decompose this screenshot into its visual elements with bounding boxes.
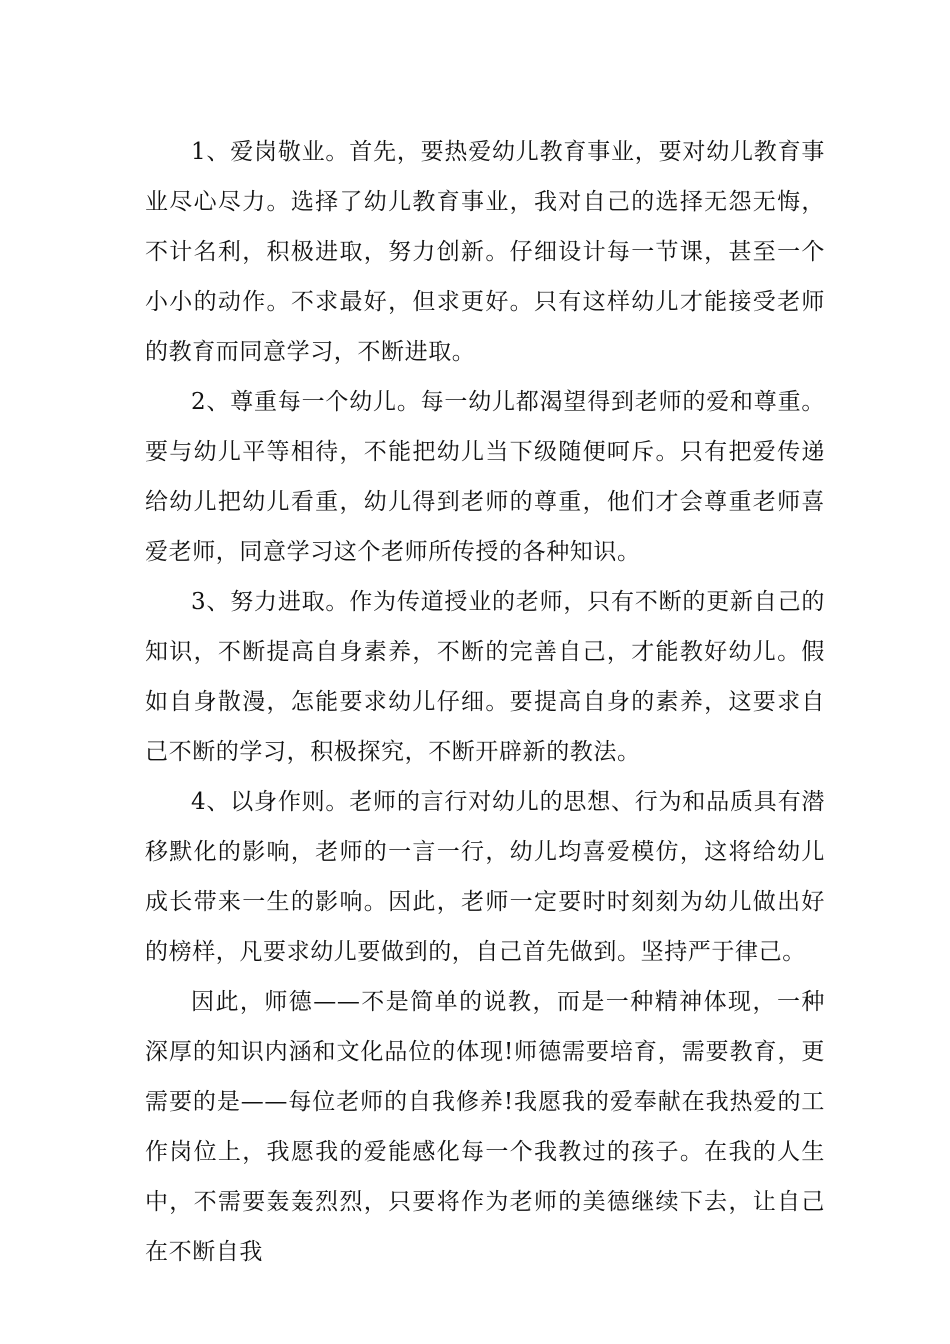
paragraph-conclusion: 因此，师德——不是简单的说教，而是一种精神体现，一种深厚的知识内涵和文化品位的体现!师德需要培育，需要教育，更需要的是——每位老师的自我修养!我愿我的爱奉献在我热爱的工作岗位上，我愿我的爱能感化每一个我教过的孩子。在我的人生中，不需要轰轰烈烈，只要将作为老师的美德继续下去，让自己在不断自我 — [145, 989, 825, 1265]
paragraph-respect-children: 2、尊重每一个幼儿。每一幼儿都渴望得到老师的爱和尊重。要与幼儿平等相待，不能把幼儿当下级随便呵斥。只有把爱传递给幼儿把幼儿看重，幼儿得到老师的尊重，他们才会尊重老师喜爱老师，同意学习这个老师所传授的各种知识。 — [145, 389, 825, 565]
paragraph-love-job: 1、爱岗敬业。首先，要热爱幼儿教育事业，要对幼儿教育事业尽心尽力。选择了幼儿教育事业，我对自己的选择无怨无悔，不计名利，积极进取，努力创新。仔细设计每一节课，甚至一个小小的动作。不求最好，但求更好。只有这样幼儿才能接受老师的教育而同意学习，不断进取。 — [145, 139, 825, 365]
paragraph-strive-progress: 3、努力进取。作为传道授业的老师，只有不断的更新自己的知识，不断提高自身素养，不断的完善自己，才能教好幼儿。假如自身散漫，怎能要求幼儿仔细。要提高自身的素养，这要求自己不断的学习，积极探究，不断开辟新的教法。 — [145, 589, 825, 765]
paragraph-lead-by-example: 4、以身作则。老师的言行对幼儿的思想、行为和品质具有潜移默化的影响，老师的一言一行，幼儿均喜爱模仿，这将给幼儿成长带来一生的影响。因此，老师一定要时时刻刻为幼儿做出好的榜样，凡要求幼儿要做到的，自己首先做到。坚持严于律己。 — [145, 789, 825, 965]
